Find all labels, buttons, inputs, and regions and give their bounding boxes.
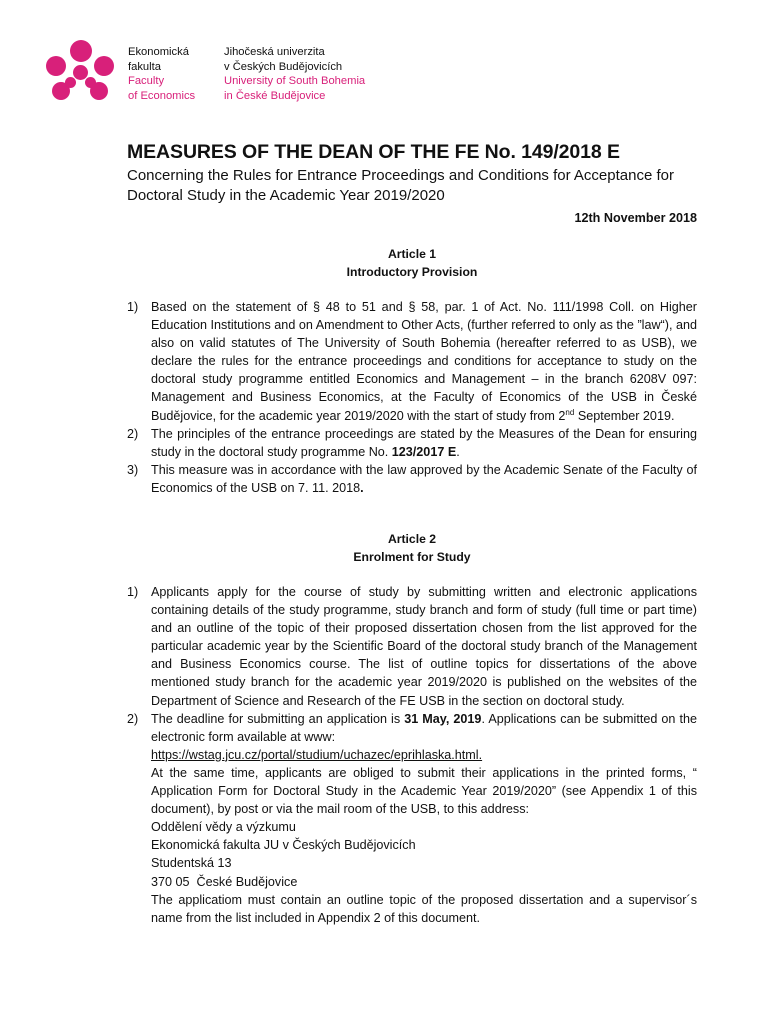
item-text: The principles of the entrance proceedings are stated by the Measures of the Dean for ensuring study in the doctoral study programme No. [151,426,697,459]
address-line-2: Ekonomická fakulta JU v Českých Budějovicích [151,838,416,853]
address-line-3: Studentská 13 [151,856,232,871]
address-line-4: 370 05 České Budějovice [151,874,298,889]
university-en-line-1: University of South Bohemia [224,75,366,87]
list-item [127,461,697,497]
university-name [224,45,365,103]
item-text-cont: . Applications can be submitted on the electronic form available at www: [151,711,697,744]
item-number: 1) [127,585,139,599]
application-form-link[interactable]: https://wstag.jcu.cz/portal/studium/uchazec/eprihlaska.html. [151,747,483,762]
measure-reference: 123/2017 E [391,444,457,459]
deadline-date: 31 May, 2019 [404,711,482,726]
faculty-cz-line-2: fakulta [128,60,161,73]
article-2-title: Enrolment for Study [353,549,471,564]
superscript: nd [565,407,575,417]
item-number: 1) [127,300,139,314]
item-text: Applicants apply for the course of study by submitting written and electronic applications containing details of the study programme, study branch and form of study (full time or part time) and an outline of the topic of their proposed dissertation chosen from the list approved for the particular academic year by the Scientific Board of the doctoral study branch of the Management and Business Economics course. The list of outline topics for dissertations of the above mentioned study branch for the academic year 2019/2020 is published on the websites of the Department of Science and Research of the FE USB in the section on doctoral study. [151,585,697,708]
article-2-number: Article 2 [387,532,437,546]
faculty-logo-icon [46,40,116,102]
closing-text: The applicatiom must contain an outline topic of the proposed dissertation and a supervisor´s name from the list included in Appendix 2 of this document. [151,892,697,925]
article-2-heading [127,531,697,566]
article-1-list [127,298,697,497]
university-cz-line-2: v Českých Budějovicích [224,60,343,73]
item-text-end: . [456,444,460,459]
article-1-title: Introductory Provision [346,264,478,279]
faculty-cz-line-1: Ekonomická [128,46,189,58]
faculty-name [128,45,195,103]
item-number: 3) [127,462,139,477]
printed-form-text: At the same time, applicants are obliged to submit their applications in the printed forms, “ Application Form for Doctoral Study in the Academic Year 2019/2020” (see Appendix 1 of this document), by post or via the mail room of the USB, to this address: [151,765,697,817]
university-cz-line-1: Jihočeská univerzita [224,46,325,58]
document-date: 12th November 2018 [574,211,697,225]
list-item [127,583,697,710]
item-text: Based on the statement of § 48 to 51 and § 58, par. 1 of Act. No. 111/1998 Coll. on Higher Education Institutions and on Amendment to Other Acts, (further referred to only as the ”law“), and also on valid statutes of The University of South Bohemia (hereafter referred to as USB), we declare the rules for the entrance proceedings and conditions for acceptance to study on the doctoral study programme entitled Economics and Management – in the branch 6208V 097: Management and Business Economics, at the Faculty of Economics of the USB in České Budějovice, for the academic year 2019/2020 with the start of study from 2 [151,300,697,423]
list-item [127,425,697,461]
item-text-end: . [360,480,364,495]
article-1-heading [127,246,697,281]
faculty-en-line-2: of Economics [128,89,196,102]
address-line-1: Oddělení vědy a výzkumu [151,820,296,835]
item-number: 2) [127,426,139,441]
faculty-en-line-1: Faculty [128,75,165,87]
list-item [127,298,697,425]
item-text: The deadline for submitting an application is [151,711,405,726]
article-2-list [127,583,697,927]
item-text-end: September 2019. [574,408,675,423]
item-text: This measure was in accordance with the law approved by the Academic Senate of the Faculty of Economics of the USB on 7. 11. 2018 [151,462,697,495]
document-title: MEASURES OF THE DEAN OF THE FE No. 149/2018 E [127,141,620,163]
item-number: 2) [127,711,139,726]
article-1-number: Article 1 [387,247,437,261]
document-subtitle: Concerning the Rules for Entrance Proceedings and Conditions for Acceptance for Doctoral Study in the Academic Year 2019/2020 [127,167,674,204]
university-en-line-2: in České Budějovice [224,89,326,102]
list-item [127,710,697,927]
